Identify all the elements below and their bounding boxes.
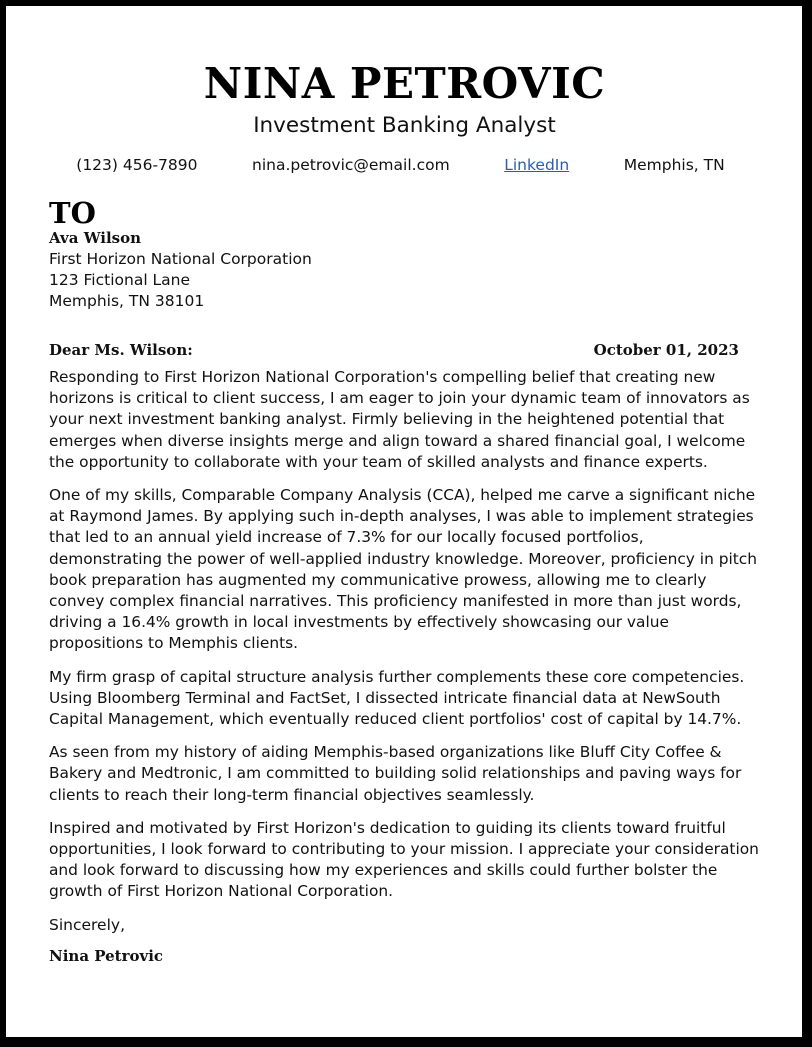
recipient-company: First Horizon National Corporation bbox=[49, 250, 312, 268]
closing: Sincerely, bbox=[49, 915, 126, 934]
body-paragraph: My firm grasp of capital structure analysis further complements these core competencies. Using Bloomberg Terminal and FactSet, I dissected intricate financial data at NewSouth Capital Management, which eventually reduced client portfolios' cost of capital by 14.7%. bbox=[49, 667, 745, 729]
contact-info-row bbox=[49, 154, 760, 176]
contact-email: nina.petrovic@email.com bbox=[252, 156, 450, 174]
body-paragraph: Inspired and motivated by First Horizon's dedication to guiding its clients toward fruitful opportunities, I look forward to contributing to your mission. I appreciate your consideration and look forward to discussing how my experiences and skills could further bolster the growth of First Horizon National Corporation. bbox=[49, 818, 759, 901]
applicant-name: NINA PETROVIC bbox=[203, 59, 606, 108]
salutation: Dear Ms. Wilson: bbox=[49, 341, 193, 359]
cover-letter-page bbox=[6, 6, 802, 1037]
linkedin-link[interactable]: LinkedIn bbox=[504, 156, 570, 174]
body-paragraph: As seen from my history of aiding Memphis-based organizations like Bluff City Coffee & Bakery and Medtronic, I am committed to building solid relationships and paving ways for clients to reach their long-term financial objectives seamlessly. bbox=[49, 743, 742, 804]
recipient-name: Ava Wilson bbox=[49, 229, 142, 247]
letter-body bbox=[49, 367, 760, 903]
body-paragraph: One of my skills, Comparable Company Analysis (CCA), helped me carve a significant niche at Raymond James. By applying such in-depth analyses, I was able to implement strategies that led to an annual yield increase of 7.3% for our locally focused portfolios, demonstrating the power of well-applied industry knowledge. Moreover, proficiency in pitch book preparation has augmented my communicative prowess, allowing me to clearly convey complex financial narratives. This proficiency manifested in more than just words, driving a 16.4% growth in local investments by effectively showcasing our value propositions to Memphis clients. bbox=[49, 486, 758, 653]
recipient-city: Memphis, TN 38101 bbox=[49, 292, 205, 310]
letter-date: October 01, 2023 bbox=[593, 341, 739, 359]
applicant-job-title: Investment Banking Analyst bbox=[253, 113, 556, 138]
contact-location: Memphis, TN bbox=[623, 156, 725, 174]
salutation-row bbox=[49, 340, 760, 361]
body-paragraph: Responding to First Horizon National Corporation's compelling belief that creating new horizons is critical to client success, I am eager to join your dynamic team of innovators as your next investment banking analyst. Firmly believing in the heightened potential that emerges when diverse insights merge and align toward a shared financial goal, I welcome the opportunity to collaborate with your team of skilled analysts and finance experts. bbox=[49, 368, 750, 471]
recipient-heading: TO bbox=[49, 196, 96, 230]
signature-name: Nina Petrovic bbox=[49, 946, 164, 965]
recipient-street: 123 Fictional Lane bbox=[49, 271, 191, 289]
contact-phone: (123) 456-7890 bbox=[76, 156, 198, 174]
recipient-block bbox=[49, 228, 760, 312]
